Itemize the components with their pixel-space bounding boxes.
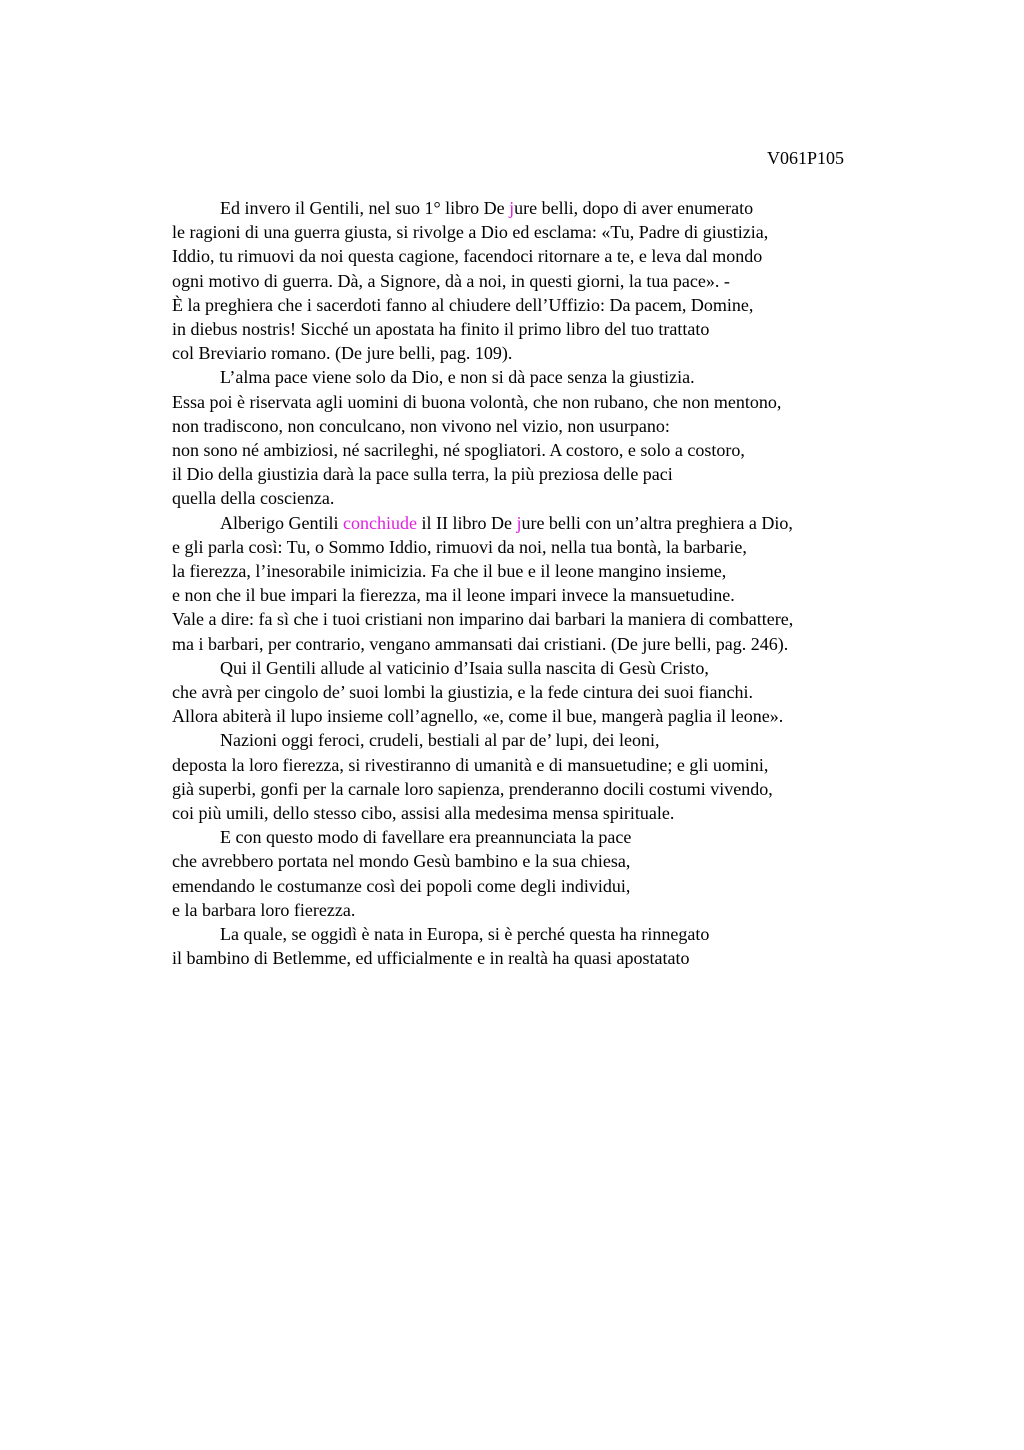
text-segment: Essa poi è riservata agli uomini di buona volontà, che non rubano, che non mentono,	[172, 391, 782, 412]
text-line	[172, 390, 912, 414]
paragraph-first-line	[172, 922, 912, 946]
text-segment: E con questo modo di favellare era preannunciata la pace	[220, 827, 632, 848]
text-line	[172, 632, 912, 656]
text-line	[172, 535, 912, 559]
text-line	[172, 269, 912, 293]
text-segment: Iddio, tu rimuovi da noi questa cagione, facendoci ritornare a te, e leva dal mondo	[172, 246, 763, 267]
text-line	[172, 704, 912, 728]
paragraph-first-line	[172, 825, 912, 849]
text-segment: Nazioni oggi feroci, crudeli, bestiali al par de’ lupi, dei leoni,	[220, 730, 660, 751]
paragraph-first-line	[172, 196, 912, 220]
text-segment: la fierezza, l’inesorabile inimicizia. Fa che il bue e il leone mangino insieme,	[172, 561, 727, 582]
text-line	[172, 438, 912, 462]
text-line	[172, 898, 912, 922]
text-segment: deposta la loro fierezza, si rivestiranno di umanità e di mansuetudine; e gli uomini,	[172, 754, 769, 775]
text-segment: emendando le costumanze così dei popoli come degli individui,	[172, 875, 631, 896]
text-segment: Alberigo Gentili	[220, 512, 343, 533]
text-line	[172, 293, 912, 317]
text-segment: e non che il bue impari la fierezza, ma il leone impari invece la mansuetudine.	[172, 585, 735, 606]
text-segment: non tradiscono, non conculcano, non vivono nel vizio, non usurpano:	[172, 415, 670, 436]
text-line	[172, 583, 912, 607]
text-line	[172, 874, 912, 898]
text-segment: il bambino di Betlemme, ed ufficialmente e in realtà ha quasi apostatato	[172, 948, 690, 969]
paragraph-first-line	[172, 365, 912, 389]
paragraph-first-line	[172, 728, 912, 752]
text-line	[172, 946, 912, 970]
text-segment: già superbi, gonfi per la carnale loro sapienza, prenderanno docili costumi vivendo,	[172, 778, 773, 799]
text-segment: È la preghiera che i sacerdoti fanno al chiudere dell’Uffizio: Da pacem, Domine,	[172, 294, 754, 315]
text-segment: che avrà per cingolo de’ suoi lombi la giustizia, e la fede cintura dei suoi fianchi.	[172, 682, 753, 703]
text-line	[172, 486, 912, 510]
text-segment: col Breviario romano. (De jure belli, pag. 109).	[172, 343, 513, 364]
text-line	[172, 317, 912, 341]
text-segment: il Dio della giustizia darà la pace sulla terra, la più preziosa delle paci	[172, 464, 673, 485]
text-segment: non sono né ambiziosi, né sacrileghi, né spogliatori. A costoro, e solo a costoro,	[172, 440, 745, 461]
text-line	[172, 462, 912, 486]
text-line	[172, 220, 912, 244]
text-line	[172, 777, 912, 801]
text-segment: Vale a dire: fa sì che i tuoi cristiani non imparino dai barbari la maniera di combattere,	[172, 609, 794, 630]
text-segment: Allora abiterà il lupo insieme coll’agnello, «e, come il bue, mangerà paglia il leone».	[172, 706, 784, 727]
text-line	[172, 753, 912, 777]
text-line	[172, 607, 912, 631]
text-segment: ma i barbari, per contrario, vengano ammansati dai cristiani. (De jure belli, pag. 246).	[172, 633, 789, 654]
text-segment: in diebus nostris! Sicché un apostata ha finito il primo libro del tuo trattato	[172, 319, 710, 340]
text-line	[172, 801, 912, 825]
text-segment: Qui il Gentili allude al vaticinio d’Isaia sulla nascita di Gesù Cristo,	[220, 657, 709, 678]
text-line	[172, 680, 912, 704]
text-segment: e la barbara loro fierezza.	[172, 899, 356, 920]
text-segment: che avrebbero portata nel mondo Gesù bambino e la sua chiesa,	[172, 851, 631, 872]
text-segment: L’alma pace viene solo da Dio, e non si dà pace senza la giustizia.	[220, 367, 695, 388]
text-segment: ure belli, dopo di aver enumerato	[514, 198, 754, 218]
text-line	[172, 244, 912, 268]
text-line	[172, 414, 912, 438]
text-line	[172, 559, 912, 583]
page-identifier: V061P105	[766, 148, 844, 168]
text-segment: e gli parla così: Tu, o Sommo Iddio, rimuovi da noi, nella tua bontà, la barbarie,	[172, 536, 747, 557]
text-segment: ure belli con un’altra preghiera a Dio,	[521, 512, 793, 533]
document-body	[172, 196, 912, 971]
text-segment: il II libro De	[416, 512, 517, 533]
highlighted-text: j	[516, 512, 522, 533]
text-segment: quella della coscienza.	[172, 488, 335, 509]
highlighted-text: j	[509, 198, 515, 218]
text-segment: ogni motivo di guerra. Dà, a Signore, dà a noi, in questi giorni, la tua pace». -	[172, 270, 730, 291]
highlighted-text: conchiude	[342, 512, 417, 533]
paragraph-first-line	[172, 656, 912, 680]
text-segment: le ragioni di una guerra giusta, si rivolge a Dio ed esclama: «Tu, Padre di giustizia,	[172, 222, 769, 243]
text-segment: coi più umili, dello stesso cibo, assisi alla medesima mensa spirituale.	[172, 803, 675, 824]
paragraph-first-line	[172, 511, 912, 535]
text-segment: Ed invero il Gentili, nel suo 1° libro De	[220, 198, 510, 218]
text-segment: La quale, se oggidì è nata in Europa, si è perché questa ha rinnegato	[220, 924, 710, 945]
text-line	[172, 341, 912, 365]
text-line	[172, 849, 912, 873]
